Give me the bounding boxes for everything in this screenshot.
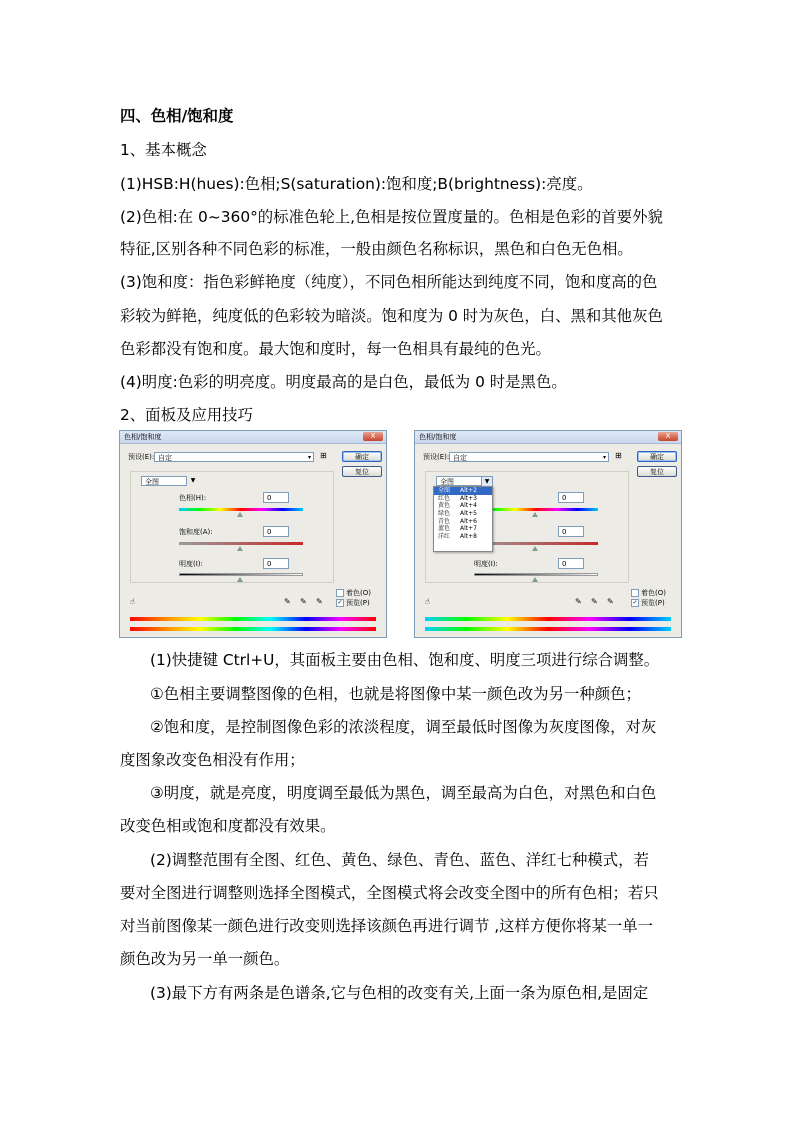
body-brightness-point-line1: ③明度，就是亮度，明度调至最低为黑色，调至最高为白色，对黑色和白色 xyxy=(150,784,657,802)
preset-label: 预设(E): xyxy=(128,453,155,461)
brightness-slider-handle[interactable] xyxy=(237,577,243,582)
paragraph-hsb: (1)HSB:H(hues):色相;S(saturation):饱和度;B(brightness):亮度。 xyxy=(120,175,593,193)
body-saturation-point-line1: ②饱和度，是控制图像色彩的浓淡程度，调至最低时图像为灰度图像，对灰 xyxy=(150,718,657,736)
eyedropper-minus-icon[interactable]: ✎ xyxy=(316,597,323,606)
hue-label: 色相(H): xyxy=(179,494,207,502)
saturation-slider-track[interactable] xyxy=(179,542,303,545)
preview-checkbox[interactable] xyxy=(336,599,370,608)
saturation-input[interactable]: 0 xyxy=(263,526,289,537)
preset-label: 预设(E): xyxy=(423,453,450,461)
check-icon: ✓ xyxy=(337,599,343,606)
eyedropper-minus-icon[interactable]: ✎ xyxy=(607,597,614,606)
body-shortcut: (1)快捷键 Ctrl+U，其面板主要由色相、饱和度、明度三项进行综合调整。 xyxy=(150,651,660,669)
checkbox-box xyxy=(336,589,344,597)
ok-button[interactable]: 确定 xyxy=(342,451,382,462)
paragraph-saturation-line1: (3)饱和度：指色彩鲜艳度（纯度），不同色相所能达到纯度不同，饱和度高的色 xyxy=(120,273,658,291)
saturation-slider-handle[interactable] xyxy=(237,546,243,551)
chevron-down-icon: ▾ xyxy=(602,454,606,461)
color-spectrum-bottom xyxy=(425,627,671,631)
color-spectrum-top xyxy=(130,617,376,621)
brightness-label: 明度(I): xyxy=(474,560,498,568)
menu-item-cyans[interactable]: 青色 Alt+6 xyxy=(438,517,477,525)
menu-item-blues[interactable]: 蓝色 Alt+7 xyxy=(438,525,477,533)
subheading-basic-concepts: 1、基本概念 xyxy=(120,141,207,159)
brightness-slider-track[interactable] xyxy=(179,573,303,576)
saturation-slider-handle[interactable] xyxy=(532,546,538,551)
menu-item-magentas[interactable]: 洋红 Alt+8 xyxy=(438,533,477,541)
menu-item-all[interactable]: 全图 Alt+2 xyxy=(434,487,492,495)
chevron-down-icon: ▾ xyxy=(307,454,311,461)
hue-saturation-dialog-right xyxy=(414,430,682,638)
edit-range-select[interactable] xyxy=(436,476,490,486)
body-brightness-point-line2: 改变色相或饱和度都没有效果。 xyxy=(120,817,336,835)
body-range-line3: 对当前图像某一颜色进行改变则选择该颜色再进行调节 ,这样方便你将某一单一 xyxy=(120,917,654,935)
check-icon: ✓ xyxy=(632,599,638,606)
colorize-label: 着色(O) xyxy=(641,589,666,597)
brightness-input[interactable]: 0 xyxy=(558,558,584,569)
dialog-title: 色相/饱和度 xyxy=(124,433,162,441)
menu-item-yellows[interactable]: 黄色 Alt+4 xyxy=(438,502,477,510)
colorize-checkbox[interactable] xyxy=(336,589,371,598)
brightness-slider-handle[interactable] xyxy=(532,577,538,582)
dialog-title: 色相/饱和度 xyxy=(419,433,457,441)
edit-range-value: 全图 xyxy=(145,478,159,486)
colorize-label: 着色(O) xyxy=(346,589,371,597)
hand-adjust-icon[interactable]: ☝ xyxy=(425,597,430,606)
saturation-input[interactable]: 0 xyxy=(558,526,584,537)
subheading-panel-tips: 2、面板及应用技巧 xyxy=(120,406,253,424)
ok-button[interactable]: 确定 xyxy=(637,451,677,462)
preset-options-icon[interactable]: ⊞ xyxy=(320,451,327,460)
body-saturation-point-line2: 度图象改变色相没有作用； xyxy=(120,751,305,769)
paragraph-hue-line1: (2)色相:在 0~360°的标准色轮上,色相是按位置度量的。色相是色彩的首要外貌 xyxy=(120,208,663,226)
paragraph-saturation-line3: 色彩都没有饱和度。最大饱和度时，每一色相具有最纯的色光。 xyxy=(120,340,551,358)
body-range-line4: 颜色改为另一单一颜色。 xyxy=(120,950,290,968)
reset-button[interactable]: 复位 xyxy=(637,466,677,477)
saturation-label: 饱和度(A): xyxy=(179,528,213,536)
colorize-checkbox[interactable] xyxy=(631,589,666,598)
hue-saturation-dialog-left xyxy=(119,430,387,638)
close-icon[interactable]: X xyxy=(658,432,678,441)
preset-value: 自定 xyxy=(158,454,172,462)
paragraph-hue-line2: 特征,区别各种不同色彩的标准，一般由颜色名称标识，黑色和白色无色相。 xyxy=(120,240,633,258)
edit-range-select[interactable] xyxy=(141,476,196,486)
menu-item-reds[interactable]: 红色 Alt+3 xyxy=(438,494,477,502)
color-spectrum-bottom xyxy=(130,627,376,631)
body-hue-point: ①色相主要调整图像的色相，也就是将图像中某一颜色改为另一种颜色； xyxy=(150,685,641,703)
hue-input[interactable]: 0 xyxy=(263,492,289,503)
hue-slider-track[interactable] xyxy=(179,508,303,511)
menu-item-greens[interactable]: 绿色 Alt+5 xyxy=(438,510,477,518)
checkbox-box xyxy=(631,589,639,597)
dialog-titlebar xyxy=(415,431,681,444)
preset-select[interactable] xyxy=(449,452,609,462)
preset-select[interactable] xyxy=(154,452,314,462)
brightness-input[interactable]: 0 xyxy=(263,558,289,569)
edit-range-dropdown xyxy=(433,486,493,552)
close-icon[interactable]: X xyxy=(363,432,383,441)
preset-value: 自定 xyxy=(453,454,467,462)
preset-options-icon[interactable]: ⊞ xyxy=(615,451,622,460)
hue-slider-handle[interactable] xyxy=(237,512,243,517)
paragraph-brightness: (4)明度:色彩的明亮度。明度最高的是白色，最低为 0 时是黑色。 xyxy=(120,373,567,391)
brightness-slider-track[interactable] xyxy=(474,573,598,576)
body-range-line2: 要对全图进行调整则选择全图模式，全图模式将会改变全图中的所有色相；若只 xyxy=(120,884,659,902)
dialog-titlebar xyxy=(120,431,386,444)
body-spectrum-line1: (3)最下方有两条是色谱条,它与色相的改变有关,上面一条为原色相,是固定 xyxy=(150,984,649,1002)
color-spectrum-top xyxy=(425,617,671,621)
reset-button[interactable]: 复位 xyxy=(342,466,382,477)
preview-label: 预览(P) xyxy=(346,599,370,607)
chevron-down-icon: ▼ xyxy=(190,477,196,484)
eyedropper-icon[interactable]: ✎ xyxy=(575,597,582,606)
section-heading: 四、色相/饱和度 xyxy=(120,107,234,125)
adjust-group xyxy=(130,471,334,583)
eyedropper-plus-icon[interactable]: ✎ xyxy=(300,597,307,606)
hue-input[interactable]: 0 xyxy=(558,492,584,503)
eyedropper-plus-icon[interactable]: ✎ xyxy=(591,597,598,606)
paragraph-saturation-line2: 彩较为鲜艳，纯度低的色彩较为暗淡。饱和度为 0 时为灰色，白、黑和其他灰色 xyxy=(120,307,663,325)
body-range-line1: (2)调整范围有全图、红色、黄色、绿色、青色、蓝色、洋红七种模式，若 xyxy=(150,851,649,869)
preview-label: 预览(P) xyxy=(641,599,665,607)
chevron-down-icon: ▼ xyxy=(481,476,493,488)
preview-checkbox[interactable] xyxy=(631,599,665,608)
eyedropper-icon[interactable]: ✎ xyxy=(284,597,291,606)
hand-adjust-icon[interactable]: ☝ xyxy=(130,597,135,606)
brightness-label: 明度(I): xyxy=(179,560,203,568)
hue-slider-handle[interactable] xyxy=(532,512,538,517)
edit-range-value: 全图 xyxy=(440,478,454,486)
